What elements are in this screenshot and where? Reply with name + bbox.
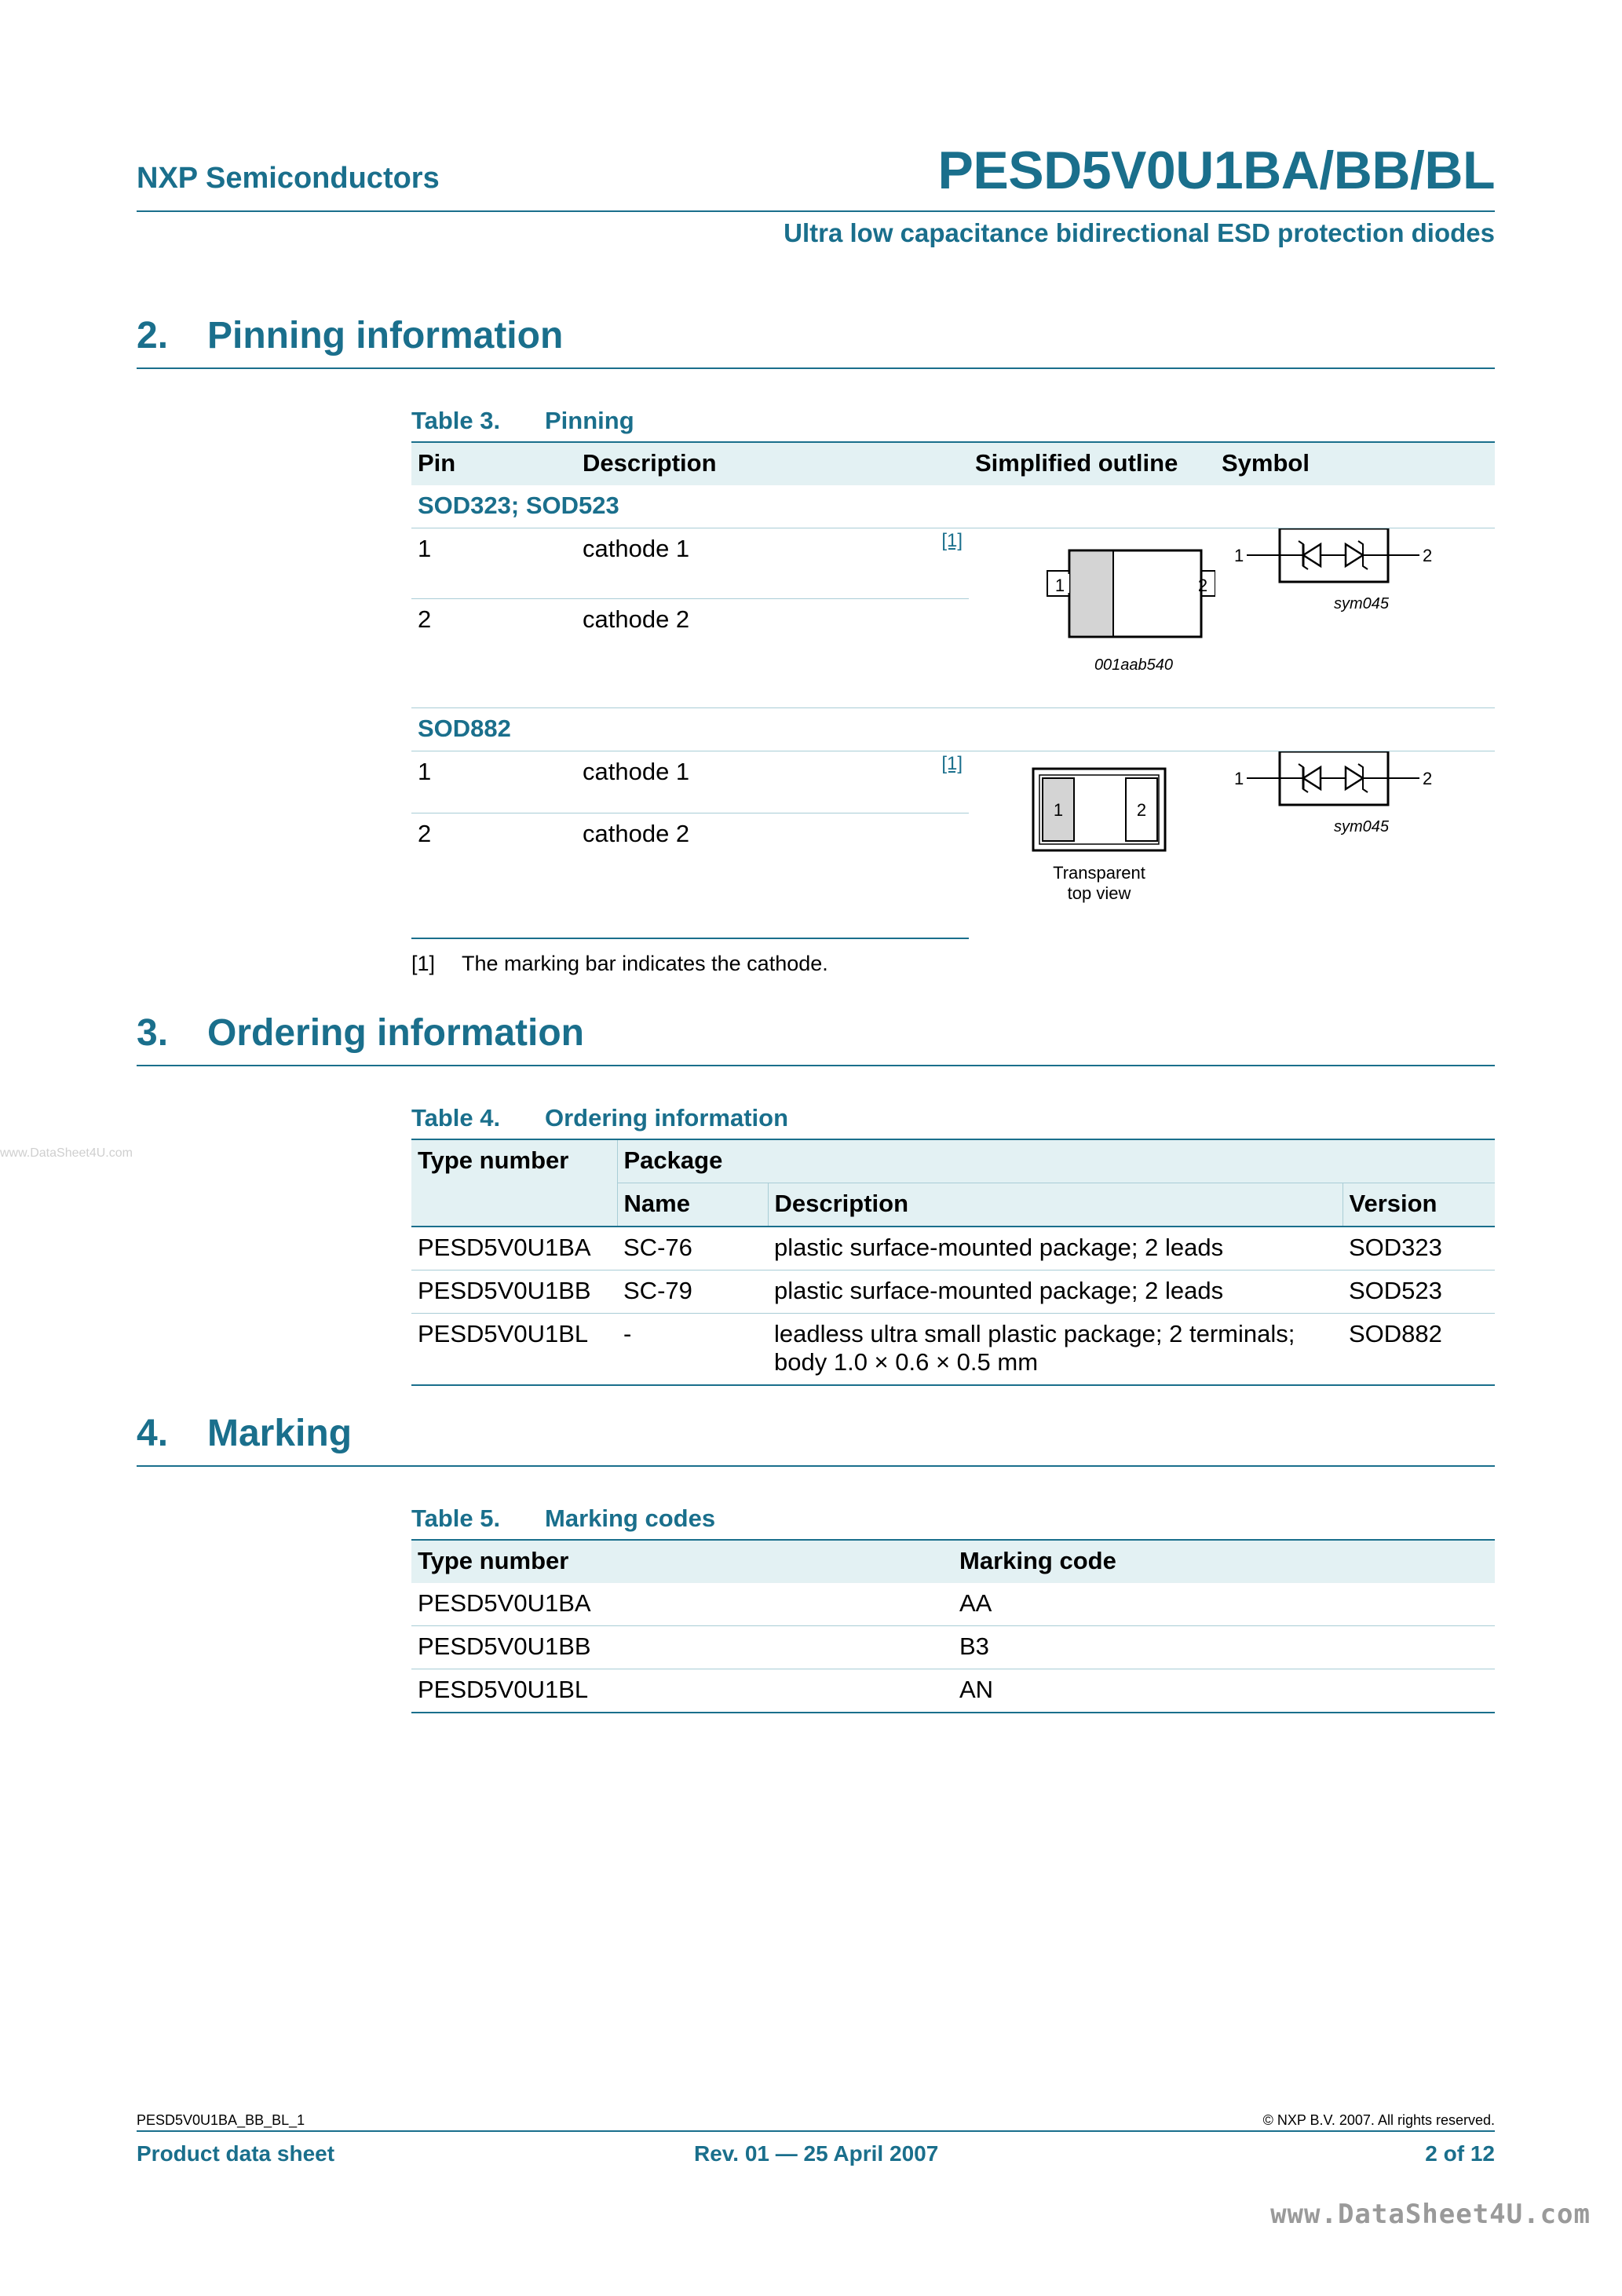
document-subtitle: Ultra low capacitance bidirectional ESD protection diodes [784,218,1495,247]
footer-rule [137,2130,1495,2132]
table-3-caption [411,407,634,435]
diode-1-triangle [1303,767,1321,789]
table-header-row [411,1139,1495,1183]
description-cell: cathode 2 [576,813,969,939]
footnote-ref-link[interactable]: [1] [941,753,963,774]
header-type-number: Type number [411,1139,617,1227]
table-5-caption [411,1504,715,1533]
table-row [411,1626,1495,1669]
diode-symbol [1215,751,1495,901]
diode-1-triangle [1303,544,1321,566]
symbol-pin-1-label: 1 [1234,546,1244,565]
header-symbol: Symbol [1215,442,1495,485]
header-outline: Simplified outline [969,442,1215,485]
diode-symbol [1215,528,1495,678]
header-description: Description [768,1183,1343,1227]
table-caption: Marking codes [545,1504,716,1532]
table-4-caption [411,1104,788,1132]
section-3-heading [137,1011,584,1055]
description-cell [576,528,969,599]
header-name: Name [617,1183,768,1227]
section-rule [137,1065,1495,1066]
marking-codes-table [411,1539,1495,1713]
section-title: Pinning information [207,315,564,356]
company-name: NXP Semiconductors [137,162,440,195]
pin-2-label: 2 [1136,800,1147,820]
document-title: PESD5V0U1BA/BB/BL [937,141,1495,200]
header-version: Version [1343,1183,1495,1227]
pin-2-label: 2 [1197,576,1208,595]
table-row [411,1314,1495,1386]
section-rule [137,1465,1495,1467]
symbol-code: sym045 [1333,818,1390,835]
description-line-1: leadless ultra small plastic package; 2 terminals; [774,1320,1295,1347]
description-cell: plastic surface-mounted package; 2 leads [768,1270,1343,1314]
marking-code-cell: AA [953,1583,1495,1626]
table-footnote [411,952,828,976]
table-row [411,528,1495,599]
outline-cell [969,751,1215,939]
table-caption: Pinning [545,407,634,434]
table-caption: Ordering information [545,1104,788,1132]
description-cell [768,1314,1343,1386]
pin-cell: 1 [411,751,576,813]
cathode-marking-bar [1071,552,1113,635]
figure-caption-line-2: top view [1067,883,1131,903]
type-cell: PESD5V0U1BB [411,1626,953,1669]
footer-page-number: 2 of 12 [1425,2141,1495,2166]
table-label: Table 4. [411,1104,501,1132]
pin-cell: 2 [418,605,432,633]
description-cell: cathode 2 [583,605,690,633]
pin-cell: 1 [411,528,576,599]
header-description: Description [576,442,969,485]
description-text: cathode 1 [583,535,690,562]
table-label: Table 3. [411,407,501,434]
section-4-heading [137,1412,352,1455]
footnote-ref-link[interactable]: [1] [941,530,963,551]
name-cell: SC-79 [617,1270,768,1314]
table-label: Table 5. [411,1504,501,1532]
name-cell: SC-76 [617,1227,768,1270]
type-cell: PESD5V0U1BL [411,1314,617,1386]
pin-1-label: 1 [1054,576,1065,595]
figure-caption-line-1: Transparent [1053,863,1145,883]
footer-document-type: Product data sheet [137,2141,335,2166]
description-cell: plastic surface-mounted package; 2 leads [768,1227,1343,1270]
version-cell: SOD523 [1343,1270,1495,1314]
section-number: 3. [137,1012,169,1054]
version-cell: SOD323 [1343,1227,1495,1270]
symbol-cell [1215,528,1495,708]
group-header-row [411,485,1495,528]
symbol-pin-2-label: 2 [1423,546,1433,565]
table-row [411,1669,1495,1713]
marking-code-cell: AN [953,1669,1495,1713]
description-cell [576,751,969,813]
symbol-code: sym045 [1333,595,1390,612]
header-marking-code: Marking code [953,1540,1495,1583]
symbol-pin-2-label: 2 [1423,769,1433,788]
marking-code-cell: B3 [953,1626,1495,1669]
header-rule [137,210,1495,212]
table-row [411,751,1495,813]
section-title: Ordering information [207,1012,584,1054]
footer-revision: Rev. 01 — 25 April 2007 [694,2141,939,2166]
group-header-row [411,708,1495,751]
type-cell: PESD5V0U1BA [411,1227,617,1270]
table-header-row [411,442,1495,485]
figure-code: 001aab540 [1094,656,1174,674]
section-number: 4. [137,1413,169,1454]
package-outline-sod882-diagram [969,751,1215,932]
table-row [411,1583,1495,1626]
group-name: SOD882 [411,708,1495,751]
ordering-table [411,1139,1495,1386]
pin-1-label: 1 [1053,800,1064,820]
outline-cell [969,528,1215,708]
package-outline-sod323-diagram [969,528,1215,693]
symbol-cell [1215,751,1495,939]
type-cell: PESD5V0U1BB [411,1270,617,1314]
section-title: Marking [207,1413,353,1454]
header-package: Package [617,1139,1495,1183]
section-rule [137,367,1495,369]
symbol-pin-1-label: 1 [1234,769,1244,788]
table-row [411,1270,1495,1314]
side-watermark: www.DataSheet4U.com [0,1146,133,1160]
table-header-row [411,1540,1495,1583]
diode-2-triangle [1346,544,1363,566]
version-cell: SOD882 [1343,1314,1495,1386]
bottom-watermark: www.DataSheet4U.com [1270,2199,1591,2230]
footnote-number: [1] [411,952,436,975]
footer-document-id: PESD5V0U1BA_BB_BL_1 [137,2112,305,2128]
pinning-table [411,441,1495,939]
group-name: SOD323; SOD523 [411,485,1495,528]
name-cell: - [617,1314,768,1386]
type-cell: PESD5V0U1BL [411,1669,953,1713]
table-row [411,1227,1495,1270]
header-pin: Pin [411,442,576,485]
description-line-2: body 1.0 × 0.6 × 0.5 mm [774,1348,1039,1376]
header-type-number: Type number [411,1540,953,1583]
pin-cell: 2 [411,813,576,939]
type-cell: PESD5V0U1BA [411,1583,953,1626]
footer-copyright: © NXP B.V. 2007. All rights reserved. [1262,2112,1495,2128]
section-2-heading [137,314,563,357]
footnote-text: The marking bar indicates the cathode. [462,952,828,975]
diode-2-triangle [1346,767,1363,789]
section-number: 2. [137,315,169,356]
description-text: cathode 1 [583,758,690,785]
